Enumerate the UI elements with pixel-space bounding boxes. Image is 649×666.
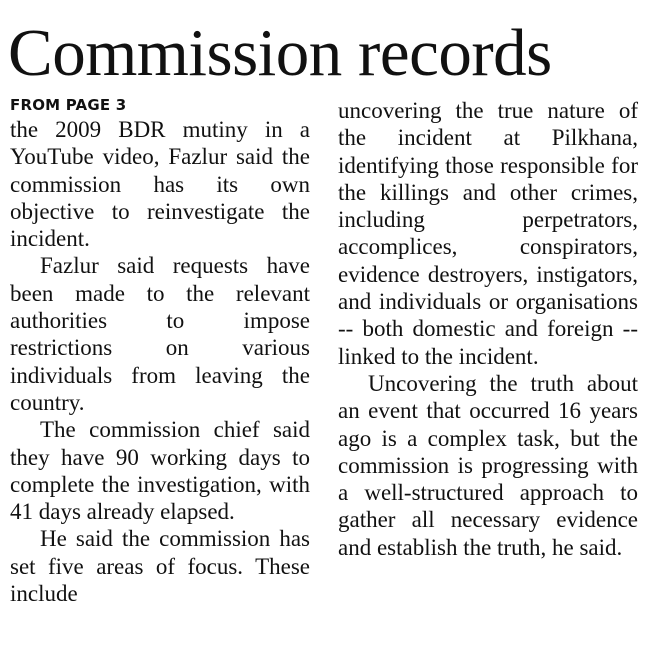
paragraph-5: Uncovering the truth about an event that occurred 16 years ago is a complex task, but the commission is progressing with a well-structured approach to gather all necessary evidence and establish the truth, he said. — [338, 370, 638, 560]
paragraph-2: Fazlur said requests have been made to the relevant authorities to impose restrictions on various individuals from leaving the country. — [10, 253, 310, 415]
paragraph-1: the 2009 BDR mutiny in a YouTube video, Fazlur said the commission has its own objective to reinvestigate the incident. — [10, 117, 310, 252]
paragraph-3: The commission chief said they have 90 working days to complete the investigation, with 41 days already elapsed. — [10, 417, 310, 525]
headline: Commission records — [8, 16, 552, 90]
paragraph-4-continued: uncovering the true nature of the incident at Pilkhana, identifying those responsible for the killings and other crimes, including perpetrators, accomplices, conspirators, evidence destroyers, instigators, and individuals or organisations -- both domestic and foreign -- linked to the incident. — [338, 98, 638, 369]
jump-label: FROM PAGE 3 — [10, 96, 127, 114]
article-column-right — [338, 97, 638, 561]
article-column-left — [10, 94, 310, 607]
paragraph-4: He said the commission has set five areas of focus. These include — [10, 526, 310, 607]
